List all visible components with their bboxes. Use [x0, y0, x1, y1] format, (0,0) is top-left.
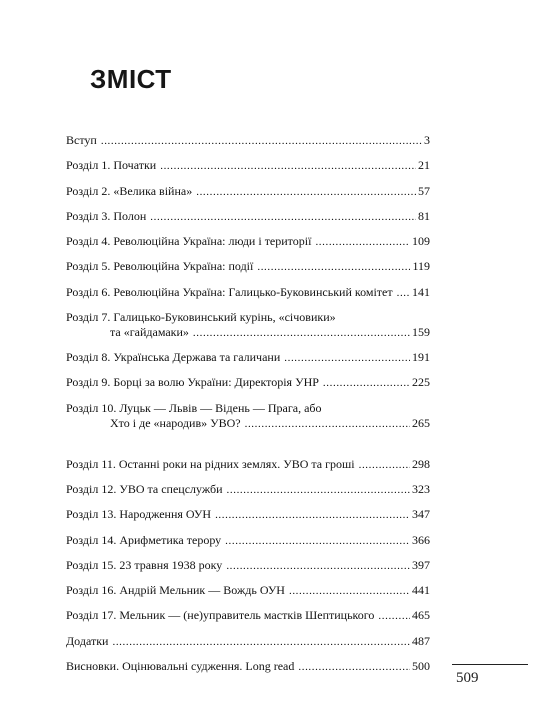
- toc-entry-page-number: 298: [412, 456, 430, 471]
- toc-entry[interactable]: [66, 634, 430, 659]
- toc-entry[interactable]: [66, 285, 430, 310]
- toc-entry[interactable]: [66, 608, 430, 633]
- dot-leader: [160, 159, 416, 174]
- toc-entry[interactable]: [66, 209, 430, 234]
- toc-entry-page-number: 487: [412, 633, 430, 648]
- dot-leader: [257, 260, 410, 275]
- toc-entry-page-number: 265: [412, 415, 430, 430]
- toc-entry-label: Додатки: [66, 633, 109, 648]
- dot-leader: [225, 534, 410, 549]
- dot-leader: [397, 286, 410, 301]
- toc-entry-label: Розділ 6. Революційна Україна: Галицько-Буковинський комітет: [66, 284, 393, 299]
- toc-entry[interactable]: [66, 350, 430, 375]
- toc-entry-page-number: 159: [412, 325, 430, 340]
- toc-entry[interactable]: [66, 659, 430, 684]
- dot-leader: [227, 483, 410, 498]
- toc-entry[interactable]: [66, 259, 430, 284]
- dot-leader: [284, 351, 410, 366]
- toc-entry[interactable]: [66, 401, 430, 457]
- toc-entry-label: Розділ 12. УВО та спецслужби: [66, 481, 223, 496]
- toc-entry-page-number: 191: [412, 350, 430, 365]
- toc-entry-label: Розділ 8. Українська Держава та галичани: [66, 350, 281, 365]
- toc-entry-page-number: 441: [412, 583, 430, 598]
- toc-entry-page-number: 109: [412, 234, 430, 249]
- toc-entry[interactable]: [66, 507, 430, 532]
- toc-entry-label: Розділ 4. Революційна Україна: люди і території: [66, 234, 312, 249]
- toc-entry-label: Розділ 2. «Велика війна»: [66, 183, 193, 198]
- toc-entry-label: Розділ 9. Борці за волю України: Директорія УНР: [66, 375, 319, 390]
- toc-entry[interactable]: [66, 583, 430, 608]
- toc-entry[interactable]: [66, 482, 430, 507]
- toc-entry-label: Розділ 7. Галицько-Буковинський курінь, «січовики»: [66, 310, 336, 325]
- toc-entry-page-number: 347: [412, 507, 430, 522]
- footer-rule: [452, 664, 528, 665]
- toc-entry-label: Розділ 10. Луцьк — Львів — Відень — Прага, або: [66, 400, 322, 415]
- dot-leader: [215, 508, 410, 523]
- dot-leader: [378, 609, 410, 624]
- toc-entry-page-number: 465: [412, 608, 430, 623]
- dot-leader: [315, 235, 410, 250]
- toc-entry-page-number: 81: [418, 208, 430, 223]
- dot-leader: [298, 660, 410, 675]
- dot-leader: [226, 559, 410, 574]
- toc-entry-label: Висновки. Оцінювальні судження. Long read: [66, 659, 295, 674]
- toc-entry-label: Розділ 16. Андрій Мельник — Вождь ОУН: [66, 583, 285, 598]
- toc-entry-page-number: 500: [412, 659, 430, 674]
- toc-entry-label: Розділ 5. Революційна Україна: події: [66, 259, 254, 274]
- toc-entry-page-number: 3: [424, 133, 430, 147]
- toc-entry-page-number: 57: [418, 183, 430, 198]
- toc-entry-label-continuation: Хто і де «народив» УВО?: [110, 415, 241, 430]
- toc-entry-page-number: 323: [412, 481, 430, 496]
- toc-entry-label: Розділ 14. Арифметика терору: [66, 532, 222, 547]
- dot-leader: [101, 134, 422, 149]
- toc-entry[interactable]: [66, 133, 430, 158]
- toc-entry[interactable]: [66, 184, 430, 209]
- dot-leader: [193, 326, 410, 341]
- dot-leader: [245, 417, 410, 432]
- toc-entry-page-number: 141: [412, 284, 430, 299]
- toc-entry-page-number: 21: [418, 158, 430, 173]
- toc-entry-label: Вступ: [66, 133, 97, 147]
- dot-leader: [150, 210, 416, 225]
- toc-entry[interactable]: [66, 558, 430, 583]
- toc-entry[interactable]: [66, 158, 430, 183]
- dot-leader: [289, 584, 410, 599]
- dot-leader: [196, 185, 416, 200]
- toc-entry-label: Розділ 1. Початки: [66, 158, 157, 173]
- dot-leader: [359, 458, 410, 473]
- toc-entry-label: Розділ 13. Народження ОУН: [66, 507, 212, 522]
- page-title: ЗМІСТ: [90, 64, 172, 94]
- toc-entry-label: Розділ 17. Мельник — (не)управитель мастків Шептицького: [66, 608, 375, 623]
- toc-entry[interactable]: [66, 533, 430, 558]
- toc-entry[interactable]: [66, 457, 430, 482]
- toc-entry-label: Розділ 3. Полон: [66, 208, 147, 223]
- table-of-contents: [66, 133, 430, 684]
- toc-entry[interactable]: [66, 234, 430, 259]
- toc-entry-label: Розділ 11. Останні роки на рідних землях. УВО та гроші: [66, 456, 355, 471]
- toc-entry-label: Розділ 15. 23 травня 1938 року: [66, 557, 223, 572]
- dot-leader: [112, 635, 410, 650]
- dot-leader: [323, 376, 410, 391]
- toc-entry-label-continuation: та «гайдамаки»: [110, 325, 189, 340]
- toc-entry[interactable]: [66, 375, 430, 400]
- toc-entry-page-number: 397: [412, 557, 430, 572]
- toc-entry-page-number: 119: [412, 259, 430, 274]
- page-number: 509: [456, 670, 479, 686]
- toc-entry-page-number: 366: [412, 532, 430, 547]
- toc-entry-page-number: 225: [412, 375, 430, 390]
- toc-entry[interactable]: [66, 310, 430, 350]
